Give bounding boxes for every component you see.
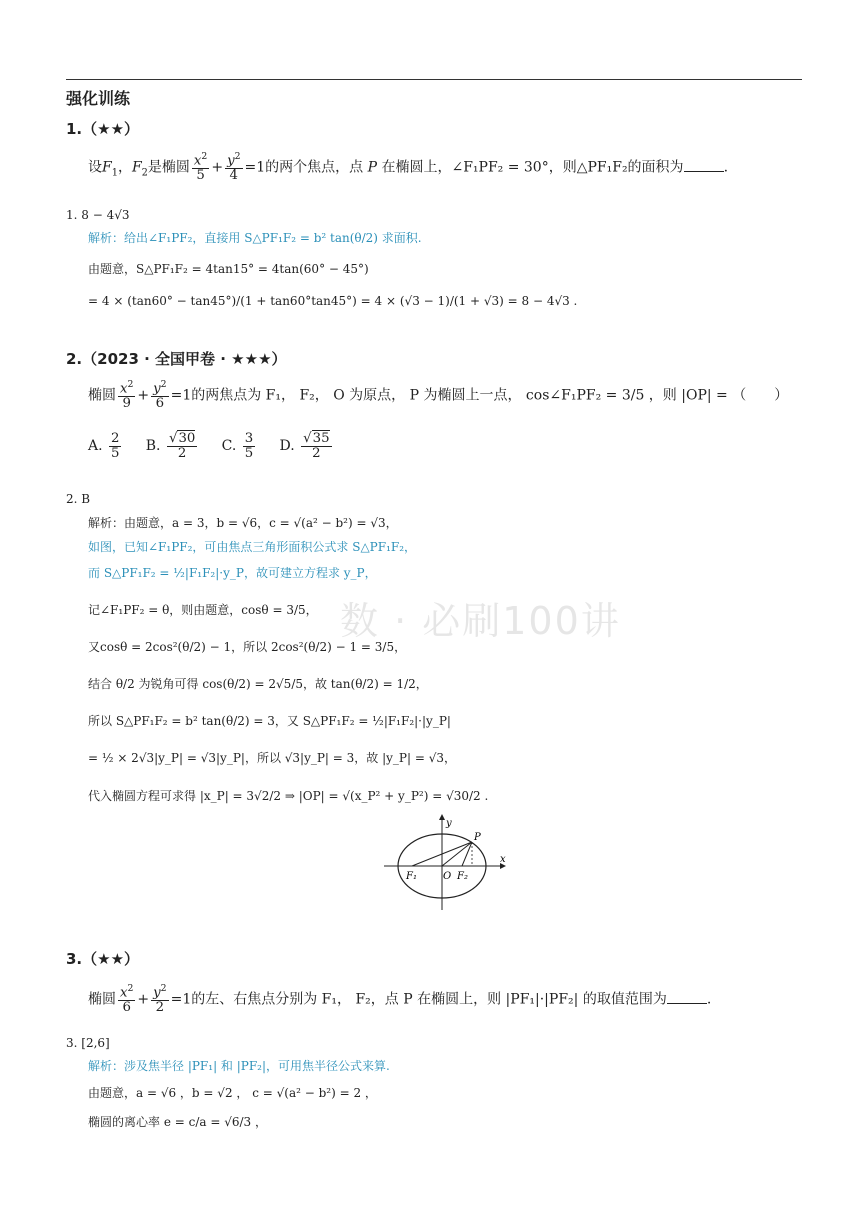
a1-answer: 1. 8 − 4√3	[66, 208, 130, 222]
a2-line3: 而 S△PF₁F₂ = ½|F₁F₂|·y_P，故可建立方程求 y_P，	[88, 566, 377, 580]
a3-line3: 椭圆的离心率 e = c/a = √6/3 ，	[88, 1115, 267, 1129]
header-rule	[66, 79, 802, 80]
a1-line1: 解析：给出∠F₁PF₂，直接用 S△PF₁F₂ = b² tan(θ/2) 求面积.	[88, 231, 422, 245]
a2-answer: 2. B	[66, 492, 91, 506]
q1-header: 1.（★★）	[66, 120, 140, 138]
label-y: y	[446, 818, 452, 829]
q3-header: 3.（★★）	[66, 950, 140, 968]
a2-line2: 如图，已知∠F₁PF₂，可由焦点三角形面积公式求 S△PF₁F₂，	[88, 540, 417, 554]
q1-stem: 设$F_1$，$F_2$是椭圆 $\frac{x^2}{5}$ + $\frac{y^2}{4}$ =1的两个焦点，点 P 在椭圆上，∠F₁PF₂ = 30°，则△PF₁F₂的面积为 .	[88, 151, 729, 184]
a2-line4: 记∠F₁PF₂ = θ，则由题意，cosθ = 3/5，	[88, 603, 318, 617]
q2-option-b[interactable]: B. $\frac{√30}{2}$	[145, 431, 196, 461]
y-axis-arrow	[439, 814, 445, 820]
q2-options	[88, 432, 334, 461]
q2-option-d[interactable]: D. $\frac{√35}{2}$	[279, 431, 330, 461]
a2-line8: = ½ × 2√3|y_P| = √3|y_P|，所以 √3|y_P| = 3，故 |y_P| = √3，	[88, 751, 457, 765]
q2-header: 2.（2023 · 全国甲卷 · ★★★）	[66, 350, 287, 368]
q3-stem: 椭圆 $\frac{x^2}{6}$ + $\frac{y^2}{2}$ =1的左、右焦点分别为 F₁， F₂，点 P 在椭圆上，则 |PF₁|·|PF₂| 的取值范围为 .	[88, 983, 712, 1016]
ellipse-figure	[380, 812, 510, 912]
label-x: x	[500, 854, 506, 865]
watermark: 数 · 必刷100讲	[340, 599, 621, 643]
a2-line7: 所以 S△PF₁F₂ = b² tan(θ/2) = 3，又 S△PF₁F₂ = ½|F₁F₂|·|y_P|	[88, 714, 451, 728]
label-o: O	[443, 871, 452, 882]
a3-line1: 解析：涉及焦半径 |PF₁| 和 |PF₂|，可用焦半径公式来算.	[88, 1059, 390, 1073]
label-f2: F₂	[457, 871, 468, 882]
q2-option-c[interactable]: C. $\frac{3}{5}$	[221, 431, 254, 461]
a1-line2: 由题意，S△PF₁F₂ = 4tan15° = 4tan(60° − 45°)	[88, 262, 369, 276]
a2-line5: 又cosθ = 2cos²(θ/2) − 1，所以 2cos²(θ/2) − 1 = 3/5，	[88, 640, 407, 654]
a3-line2: 由题意，a = √6 ，b = √2 ， c = √(a² − b²) = 2 ，	[88, 1086, 377, 1100]
a2-line9: 代入椭圆方程可求得 |x_P| = 3√2/2 ⇒ |OP| = √(x_P² + y_P²) = √30/2 .	[88, 789, 489, 803]
a3-answer: 3. [2,6]	[66, 1036, 110, 1050]
section-title: 强化训练	[66, 89, 131, 108]
label-p: P	[474, 832, 481, 843]
a2-line1: 解析：由题意，a = 3，b = √6，c = √(a² − b²) = √3，	[88, 516, 398, 530]
q2-option-a[interactable]: A. $\frac{2}{5}$	[88, 431, 120, 461]
q2-stem: 椭圆 $\frac{x^2}{9}$ + $\frac{y^2}{6}$ =1的两焦点为 F₁， F₂， O 为原点， P 为椭圆上一点， cos∠F₁PF₂ = 3/5 ，则 |OP| = （ ）	[88, 379, 789, 412]
label-f1: F₁	[406, 871, 417, 882]
a2-line6: 结合 θ/2 为锐角可得 cos(θ/2) = 2√5/5，故 tan(θ/2) = 1/2，	[88, 677, 428, 691]
a1-line3: = 4 × (tan60° − tan45°)/(1 + tan60°tan45°) = 4 × (√3 − 1)/(1 + √3) = 8 − 4√3 .	[88, 294, 578, 308]
q3-answer-blank[interactable]	[667, 991, 707, 1004]
q1-answer-blank[interactable]	[684, 159, 724, 172]
